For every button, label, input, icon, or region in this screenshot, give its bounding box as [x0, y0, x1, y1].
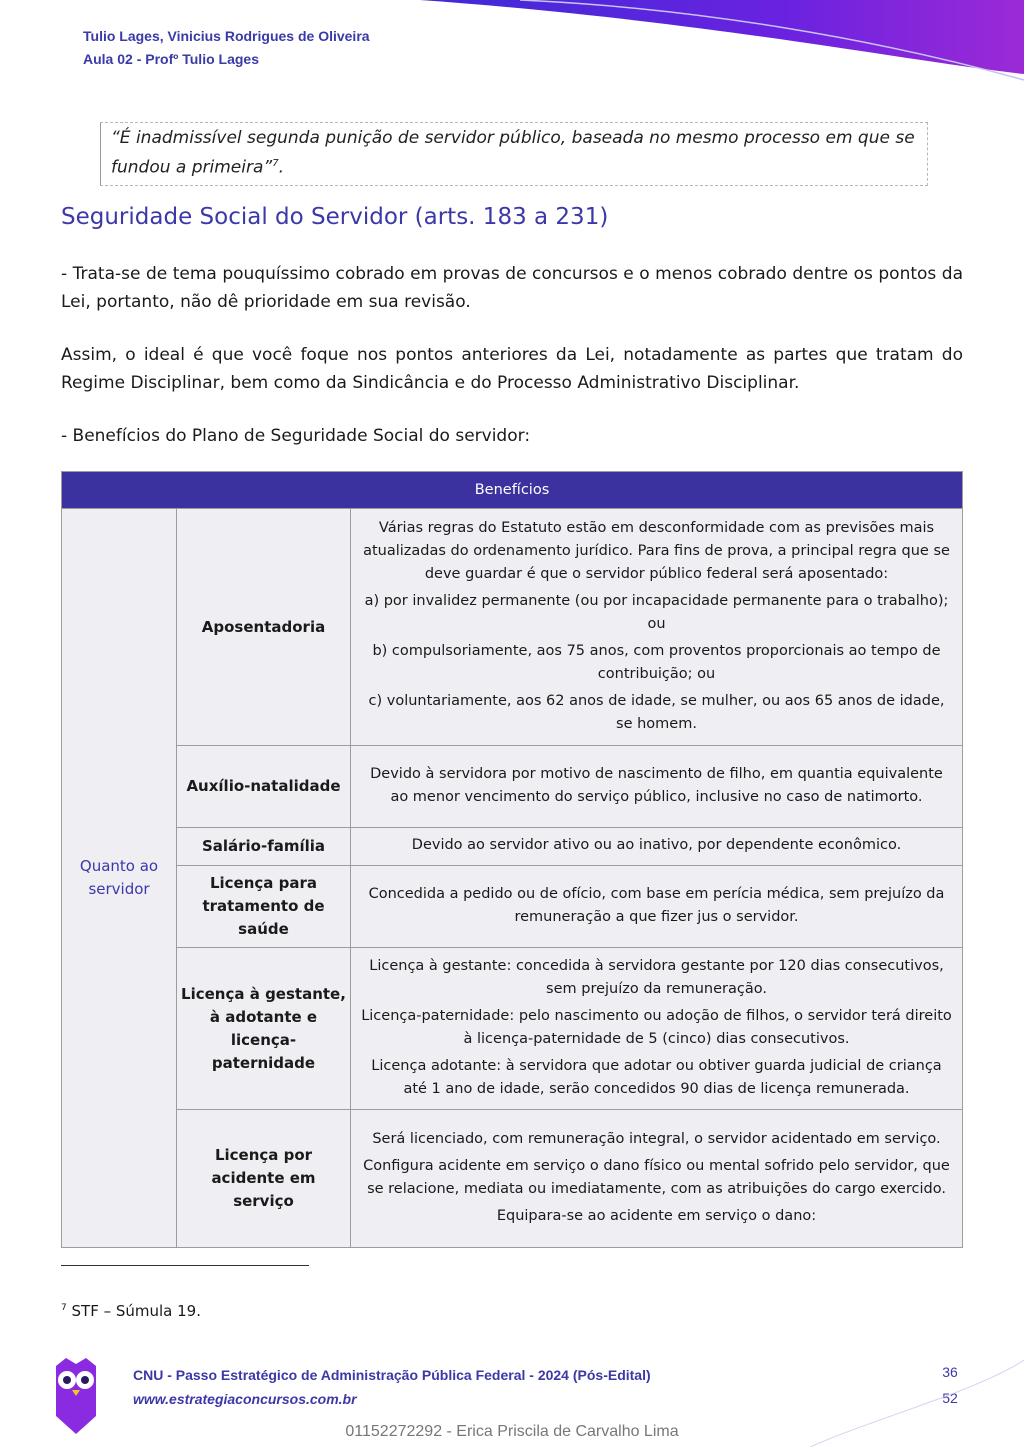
- benefits-table: [61, 471, 963, 1248]
- benefit-description: [351, 828, 963, 866]
- footnote-text: STF – Súmula 19.: [71, 1302, 201, 1320]
- paragraph-2: Assim, o ideal é que você foque nos pontos anteriores da Lei, notadamente as partes que tratam do Regime Disciplinar, bem como da Sindicância e do Processo Administrativo Disciplinar.: [61, 345, 963, 393]
- watermark: 01152272292 - Erica Priscila de Carvalho Lima: [345, 1423, 679, 1440]
- benefit-description: [351, 948, 963, 1110]
- section-title: Seguridade Social do Servidor (arts. 183 a 231): [61, 204, 609, 230]
- footnote-divider: [61, 1265, 309, 1266]
- table-row: [62, 1110, 963, 1248]
- benefit-name: Salário-família: [177, 828, 351, 866]
- description-line: c) voluntariamente, aos 62 anos de idade, se mulher, ou aos 65 anos de idade, se homem.: [368, 692, 945, 732]
- description-line: Configura acidente em serviço o dano físico ou mental sofrido pelo servidor, que se relacione, mediata ou imediatamente, com as atribuições do cargo exercido.: [363, 1157, 950, 1197]
- footer-site-link[interactable]: www.estrategiaconcursos.com.br: [133, 1391, 357, 1407]
- footnote-number: 7: [61, 1303, 67, 1313]
- table-header-row: [62, 472, 963, 509]
- benefit-name: Licença por acidente em serviço: [177, 1110, 351, 1248]
- benefit-name: Aposentadoria: [177, 509, 351, 746]
- table-row: [62, 866, 963, 948]
- description-line: Será licenciado, com remuneração integral, o servidor acidentado em serviço.: [372, 1130, 941, 1147]
- header-lesson-text: Aula 02 - Profº Tulio Lages: [83, 51, 259, 67]
- description-line: Devido ao servidor ativo ou ao inativo, por dependente econômico.: [411, 837, 902, 853]
- benefit-description: [351, 746, 963, 828]
- header-authors-text: Tulio Lages, Vinicius Rodrigues de Oliveira: [83, 28, 370, 44]
- table-row: [62, 746, 963, 828]
- paragraph-3: - Benefícios do Plano de Seguridade Social do servidor:: [61, 426, 531, 446]
- header-authors: [83, 27, 370, 69]
- benefit-description: [351, 1110, 963, 1248]
- benefit-description: [351, 866, 963, 948]
- quote-footnote-ref[interactable]: 7: [272, 158, 279, 169]
- description-line: Concedida a pedido ou de ofício, com base em perícia médica, sem prejuízo da remuneração a que fizer jus o servidor.: [368, 885, 945, 925]
- description-line: Licença adotante: à servidora que adotar ou obtiver guarda judicial de criança até 1 ano de idade, serão concedidos 90 dias de licença remunerada.: [371, 1057, 942, 1097]
- table-row: [62, 948, 963, 1110]
- quote-text: “É inadmissível segunda punição de servidor público, baseada no mesmo processo em que se fundou a primeira”: [111, 128, 915, 178]
- quote-end: .: [278, 157, 284, 178]
- benefit-name: Licença para tratamento de saúde: [177, 866, 351, 948]
- table-group-cell: Quanto ao servidor: [62, 509, 177, 1248]
- paragraph-1: - Trata-se de tema pouquíssimo cobrado em provas de concursos e o menos cobrado dentre os pontos da Lei, portanto, não dê prioridade em sua revisão.: [61, 264, 963, 312]
- description-line: a) por invalidez permanente (ou por incapacidade permanente para o trabalho); ou: [364, 592, 949, 632]
- description-line: Devido à servidora por motivo de nascimento de filho, em quantia equivalente ao menor vencimento do serviço público, inclusive no caso de natimorto.: [370, 765, 943, 805]
- page-total: 52: [942, 1390, 958, 1406]
- benefit-name: Auxílio-natalidade: [177, 746, 351, 828]
- quote-box: [100, 122, 928, 186]
- benefit-name: Licença à gestante, à adotante e licença-paternidade: [177, 948, 351, 1110]
- footnote: [61, 1302, 201, 1320]
- table-header: Benefícios: [62, 472, 963, 509]
- footer-course-title: CNU - Passo Estratégico de Administração Pública Federal - 2024 (Pós-Edital): [133, 1367, 651, 1383]
- page-number: 36: [942, 1364, 958, 1380]
- description-line: b) compulsoriamente, aos 75 anos, com proventos proporcionais ao tempo de contribuição; ou: [372, 642, 941, 682]
- description-line: Várias regras do Estatuto estão em desconformidade com as previsões mais atualizadas do ordenamento jurídico. Para fins de prova, a principal regra que se deve guardar é que o servidor público federal será aposentado:: [363, 519, 950, 582]
- description-line: Licença à gestante: concedida à servidora gestante por 120 dias consecutivos, sem prejuízo da remuneração.: [369, 957, 944, 997]
- description-line: Equipara-se ao acidente em serviço o dano:: [496, 1207, 817, 1224]
- benefit-description: [351, 509, 963, 746]
- description-line: Licença-paternidade: pelo nascimento ou adoção de filhos, o servidor terá direito à licença-paternidade de 5 (cinco) dias consecutivos.: [361, 1007, 952, 1047]
- table-row: [62, 828, 963, 866]
- table-row: [62, 509, 963, 746]
